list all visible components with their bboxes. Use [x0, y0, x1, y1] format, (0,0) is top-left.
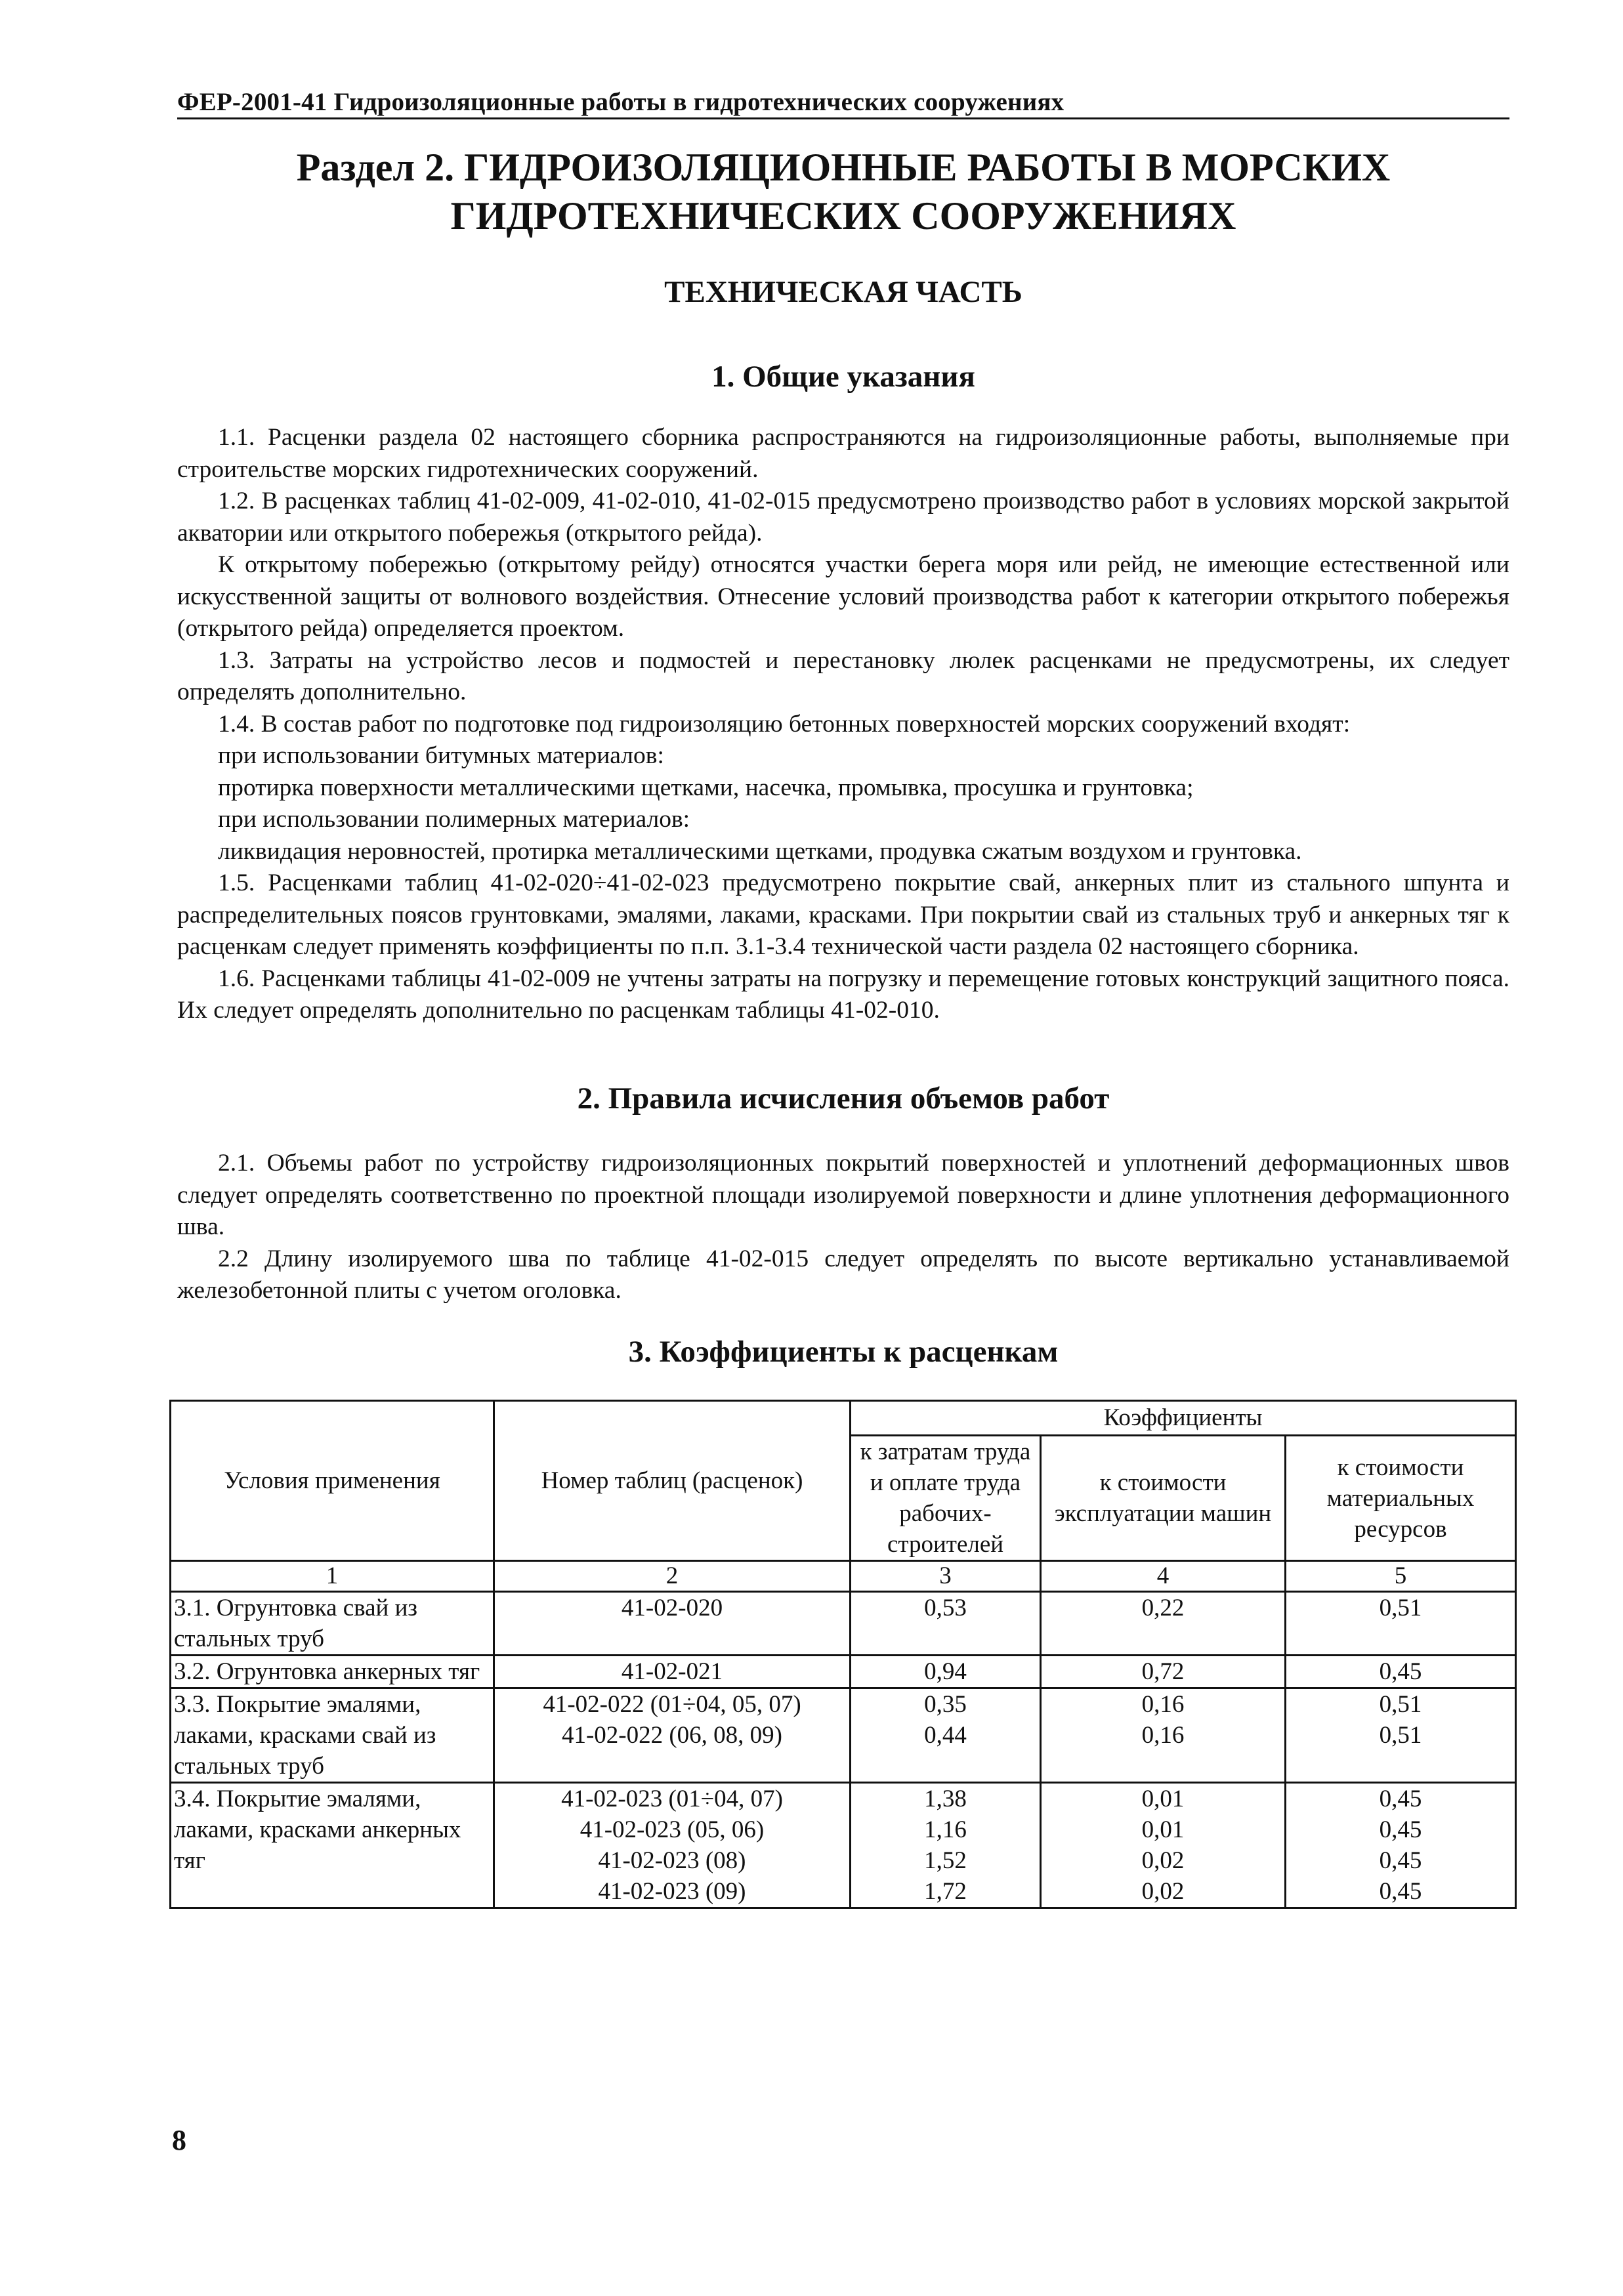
paragraph-1-6: 1.6. Расценками таблицы 41-02-009 не учтены затраты на погрузку и перемещение готовых конструкций защитного пояса. Их следует определять дополнительно по расценкам таблицы 41-02-010.	[177, 965, 1509, 1024]
table-number-line: 41-02-023 (08)	[598, 1847, 746, 1874]
coefficient-value: 0,16	[1141, 1691, 1185, 1718]
coefficient-value: 0,45	[1379, 1816, 1422, 1843]
paragraph-1-2-open-coast: К открытому побережью (открытому рейду) относятся участки берега моря или рейд, не имеющие естественной или искусственной защиты от волнового воздействия. Отнесение условий производства работ к категории открытого побережья (открытого рейда) определяется проектом.	[177, 551, 1509, 642]
coefficient-value: 0,51	[1379, 1691, 1422, 1718]
table-number-line: 41-02-023 (05, 06)	[580, 1816, 765, 1843]
coefficient-value: 1,38	[924, 1785, 967, 1812]
table-number-cell: 41-02-020	[494, 1592, 851, 1656]
table-number-cell	[494, 1783, 851, 1908]
table-number-cell: 41-02-021	[494, 1656, 851, 1688]
paragraph-1-1: 1.1. Расценки раздела 02 настоящего сборника распространяются на гидроизоляционные работы, выполняемые при строительстве морских гидротехнических сооружений.	[177, 424, 1509, 483]
paragraph-2-1: 2.1. Объемы работ по устройству гидроизоляционных покрытий поверхностей и уплотнений деформационных швов следует определять соответственно по проектной площади изолируемой поверхности и длине уплотнения деформационного шва.	[177, 1150, 1509, 1240]
section-title	[177, 143, 1509, 240]
materials-coefficient-cell: 0,51	[1286, 1592, 1516, 1656]
condition-cell: 3.4. Покрытие эмалями, лаками, красками анкерных тяг	[171, 1783, 494, 1908]
volume-rules-body	[177, 1148, 1509, 1307]
coefficient-value: 0,02	[1141, 1847, 1185, 1874]
coefficient-value: 1,72	[924, 1878, 967, 1905]
labor-coefficient-cell	[851, 1783, 1041, 1908]
page-number: 8	[172, 2124, 186, 2156]
table-number-line: 41-02-022 (06, 08, 09)	[561, 1722, 783, 1749]
coefficient-value: 0,16	[1141, 1722, 1185, 1749]
column-number: 4	[1041, 1561, 1286, 1592]
section-title-line-2: ГИДРОТЕХНИЧЕСКИХ СООРУЖЕНИЯХ	[450, 194, 1236, 238]
condition-cell: 3.2. Огрунтовка анкерных тяг	[171, 1656, 494, 1688]
materials-coefficient-cell	[1286, 1783, 1516, 1908]
coefficient-value: 0,35	[924, 1691, 967, 1718]
machines-coefficient-cell: 0,72	[1041, 1656, 1286, 1688]
paragraph-1-4-polymer: при использовании полимерных материалов:	[218, 806, 690, 833]
header-materials: к стоимости материальных ресурсов	[1286, 1436, 1516, 1561]
header-machines: к стоимости эксплуатации машин	[1041, 1436, 1286, 1561]
coefficient-value: 0,45	[1379, 1847, 1422, 1874]
coefficient-value: 1,16	[924, 1816, 967, 1843]
paragraph-1-4-bitumen: при использовании битумных материалов:	[218, 742, 664, 769]
paragraph-1-5: 1.5. Расценками таблиц 41-02-020÷41-02-023 предусмотрено покрытие свай, анкерных плит из стального шпунта и распределительных поясов грунтовками, эмалями, лаками, красками. При покрытии свай из стальных труб и анкерных тяг к расценкам следует применять коэффициенты по п.п. 3.1-3.4 технической части раздела 02 настоящего сборника.	[177, 869, 1509, 960]
coefficients-table	[169, 1400, 1517, 1909]
column-number: 1	[171, 1561, 494, 1592]
technical-part-title: ТЕХНИЧЕСКАЯ ЧАСТЬ	[664, 275, 1022, 309]
table-row	[171, 1783, 1516, 1908]
coefficient-value: 0,01	[1141, 1785, 1185, 1812]
volume-rules-heading: 2. Правила исчисления объемов работ	[577, 1081, 1110, 1116]
coefficient-value: 0,51	[1379, 1722, 1422, 1749]
table-number-line: 41-02-023 (09)	[598, 1878, 746, 1905]
header-coefficients-group: Коэффициенты	[851, 1401, 1516, 1436]
machines-coefficient-cell	[1041, 1688, 1286, 1783]
table-row	[171, 1592, 1516, 1656]
paragraph-1-4-bitumen-ops: протирка поверхности металлическими щетками, насечка, промывка, просушка и грунтовка;	[218, 774, 1194, 801]
paragraph-1-3: 1.3. Затраты на устройство лесов и подмостей и перестановку люлек расценками не предусмотрены, их следует определять дополнительно.	[177, 646, 1509, 705]
general-instructions-heading: 1. Общие указания	[711, 360, 975, 394]
labor-coefficient-cell: 0,53	[851, 1592, 1041, 1656]
labor-coefficient-cell: 0,94	[851, 1656, 1041, 1688]
header-labor: к затратам труда и оплате труда рабочих-строителей	[851, 1436, 1041, 1561]
general-instructions-body	[177, 422, 1509, 1027]
paragraph-1-4-polymer-ops: ликвидация неровностей, протирка металлическими щетками, продувка сжатым воздухом и грунтовка.	[218, 837, 1302, 865]
materials-coefficient-cell	[1286, 1688, 1516, 1783]
column-number: 5	[1286, 1561, 1516, 1592]
column-number: 2	[494, 1561, 851, 1592]
coefficient-value: 0,44	[924, 1722, 967, 1749]
coefficient-value: 0,45	[1379, 1785, 1422, 1812]
labor-coefficient-cell	[851, 1688, 1041, 1783]
table-number-line: 41-02-023 (01÷04, 07)	[561, 1785, 783, 1812]
coefficient-value: 1,52	[924, 1847, 967, 1874]
condition-cell: 3.3. Покрытие эмалями, лаками, красками свай из стальных труб	[171, 1688, 494, 1783]
coefficient-value: 0,02	[1141, 1878, 1185, 1905]
table-row	[171, 1688, 1516, 1783]
table-number-cell	[494, 1688, 851, 1783]
table-row	[171, 1656, 1516, 1688]
section-title-line-1: Раздел 2. ГИДРОИЗОЛЯЦИОННЫЕ РАБОТЫ В МОРСКИХ	[296, 146, 1391, 189]
coefficient-value: 0,45	[1379, 1878, 1422, 1905]
column-number: 3	[851, 1561, 1041, 1592]
paragraph-2-2: 2.2 Длину изолируемого шва по таблице 41-02-015 следует определять по высоте вертикально устанавливаемой железобетонной плиты с учетом оголовка.	[177, 1245, 1509, 1304]
header-table-number: Номер таблиц (расценок)	[494, 1401, 851, 1561]
materials-coefficient-cell: 0,45	[1286, 1656, 1516, 1688]
machines-coefficient-cell: 0,22	[1041, 1592, 1286, 1656]
paragraph-1-2: 1.2. В расценках таблиц 41-02-009, 41-02-010, 41-02-015 предусмотрено производство работ в условиях морской закрытой акватории или открытого побережья (открытого рейда).	[177, 488, 1509, 547]
condition-cell: 3.1. Огрунтовка свай из стальных труб	[171, 1592, 494, 1656]
header-conditions: Условия применения	[171, 1401, 494, 1561]
running-header: ФЕР-2001-41 Гидроизоляционные работы в гидротехнических сооружениях	[177, 87, 1509, 119]
coefficients-heading: 3. Коэффициенты к расценкам	[628, 1335, 1059, 1369]
coefficient-value: 0,01	[1141, 1816, 1185, 1843]
paragraph-1-4: 1.4. В состав работ по подготовке под гидроизоляцию бетонных поверхностей морских сооружений входят:	[218, 710, 1351, 738]
machines-coefficient-cell	[1041, 1783, 1286, 1908]
table-number-line: 41-02-022 (01÷04, 05, 07)	[543, 1691, 801, 1718]
